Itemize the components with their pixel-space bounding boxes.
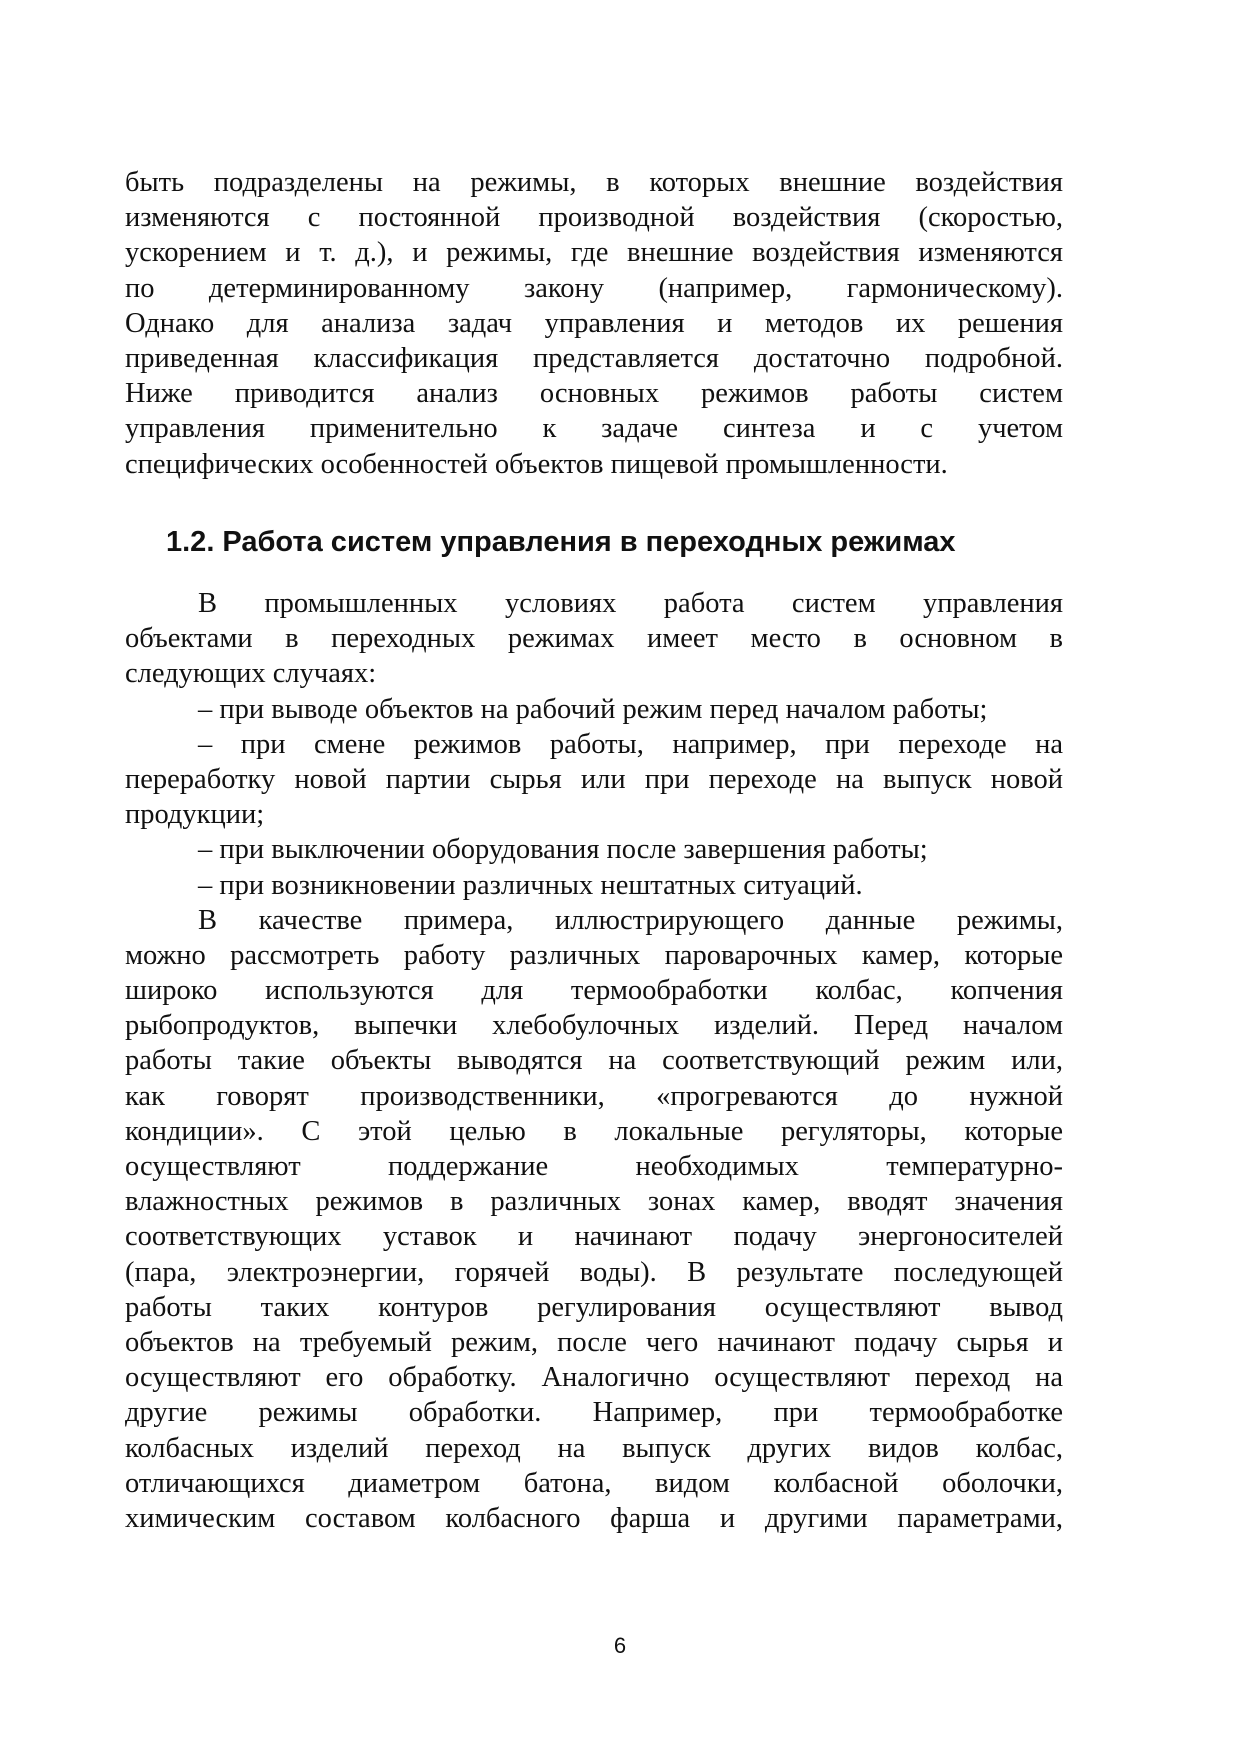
text-line: колбасных изделий переход на выпуск других видов колбас, xyxy=(125,1432,1063,1464)
list-item: – при выводе объектов на рабочий режим перед началом работы; xyxy=(198,693,988,725)
text-line: рыбопродуктов, выпечки хлебобулочных изделий. Перед началом xyxy=(125,1010,1063,1042)
text-line: отличающихся диаметром батона, видом колбасной оболочки, xyxy=(125,1467,1063,1499)
text-line: химическим составом колбасного фарша и другими параметрами, xyxy=(125,1502,1063,1534)
text-line: работы таких контуров регулирования осуществляют вывод xyxy=(125,1291,1063,1323)
text-line: по детерминированному закону (например, гармоническому). xyxy=(125,272,1063,304)
text-line: другие режимы обработки. Например, при термообработке xyxy=(125,1397,1063,1429)
text-line: влажностных режимов в различных зонах камер, вводят значения xyxy=(125,1186,1063,1218)
section-body xyxy=(125,586,1063,1536)
text-line: В промышленных условиях работа систем управления xyxy=(198,588,1063,619)
text-line: изменяются с постоянной производной воздействия (скоростью, xyxy=(125,202,1063,234)
text-line: Ниже приводится анализ основных режимов работы систем xyxy=(125,378,1063,410)
list-item: – при выключении оборудования после завершения работы; xyxy=(198,834,928,866)
text-line: приведенная классификация представляется достаточно подробной. xyxy=(125,342,1063,374)
text-line: объектов на требуемый режим, после чего начинают подачу сырья и xyxy=(125,1326,1063,1358)
list-item: – при смене режимов работы, например, при переходе на xyxy=(198,728,1063,760)
text-line: (пара, электроэнергии, горячей воды). В результате последующей xyxy=(125,1256,1063,1288)
text-line: В качестве примера, иллюстрирующего данные режимы, xyxy=(198,904,1063,936)
page-number: 6 xyxy=(613,1633,627,1658)
text-line: Однако для анализа задач управления и методов их решения xyxy=(125,307,1063,339)
list-item-continuation: продукции; xyxy=(125,799,265,831)
text-line: можно рассмотреть работу различных пароварочных камер, которые xyxy=(125,939,1063,971)
paragraph-continuation xyxy=(125,165,1063,482)
text-line: объектами в переходных режимах имеет место в основном в xyxy=(125,623,1063,655)
text-line: ускорением и т. д.), и режимы, где внешние воздействия изменяются xyxy=(125,237,1063,269)
list-item: – при возникновении различных нештатных ситуаций. xyxy=(198,869,863,901)
section-heading: 1.2. Работа систем управления в переходных режимах xyxy=(166,526,956,558)
text-line: соответствующих уставок и начинают подачу энергоносителей xyxy=(125,1221,1063,1253)
text-line: следующих случаях: xyxy=(125,658,377,690)
text-line: широко используются для термообработки колбас, копчения xyxy=(125,975,1063,1007)
text-line: специфических особенностей объектов пищевой промышленности. xyxy=(125,448,948,480)
text-line: быть подразделены на режимы, в которых внешние воздействия xyxy=(125,167,1063,198)
text-line: кондиции». С этой целью в локальные регуляторы, которые xyxy=(125,1115,1063,1147)
text-line: как говорят производственники, «прогреваются до нужной xyxy=(125,1080,1063,1112)
text-line: работы такие объекты выводятся на соответствующий режим или, xyxy=(125,1045,1063,1077)
text-line: осуществляют его обработку. Аналогично осуществляют переход на xyxy=(125,1362,1063,1394)
text-line: управления применительно к задаче синтеза и с учетом xyxy=(125,413,1063,445)
text-line: осуществляют поддержание необходимых температурно- xyxy=(125,1151,1063,1182)
list-item-continuation: переработку новой партии сырья или при переходе на выпуск новой xyxy=(125,763,1063,795)
